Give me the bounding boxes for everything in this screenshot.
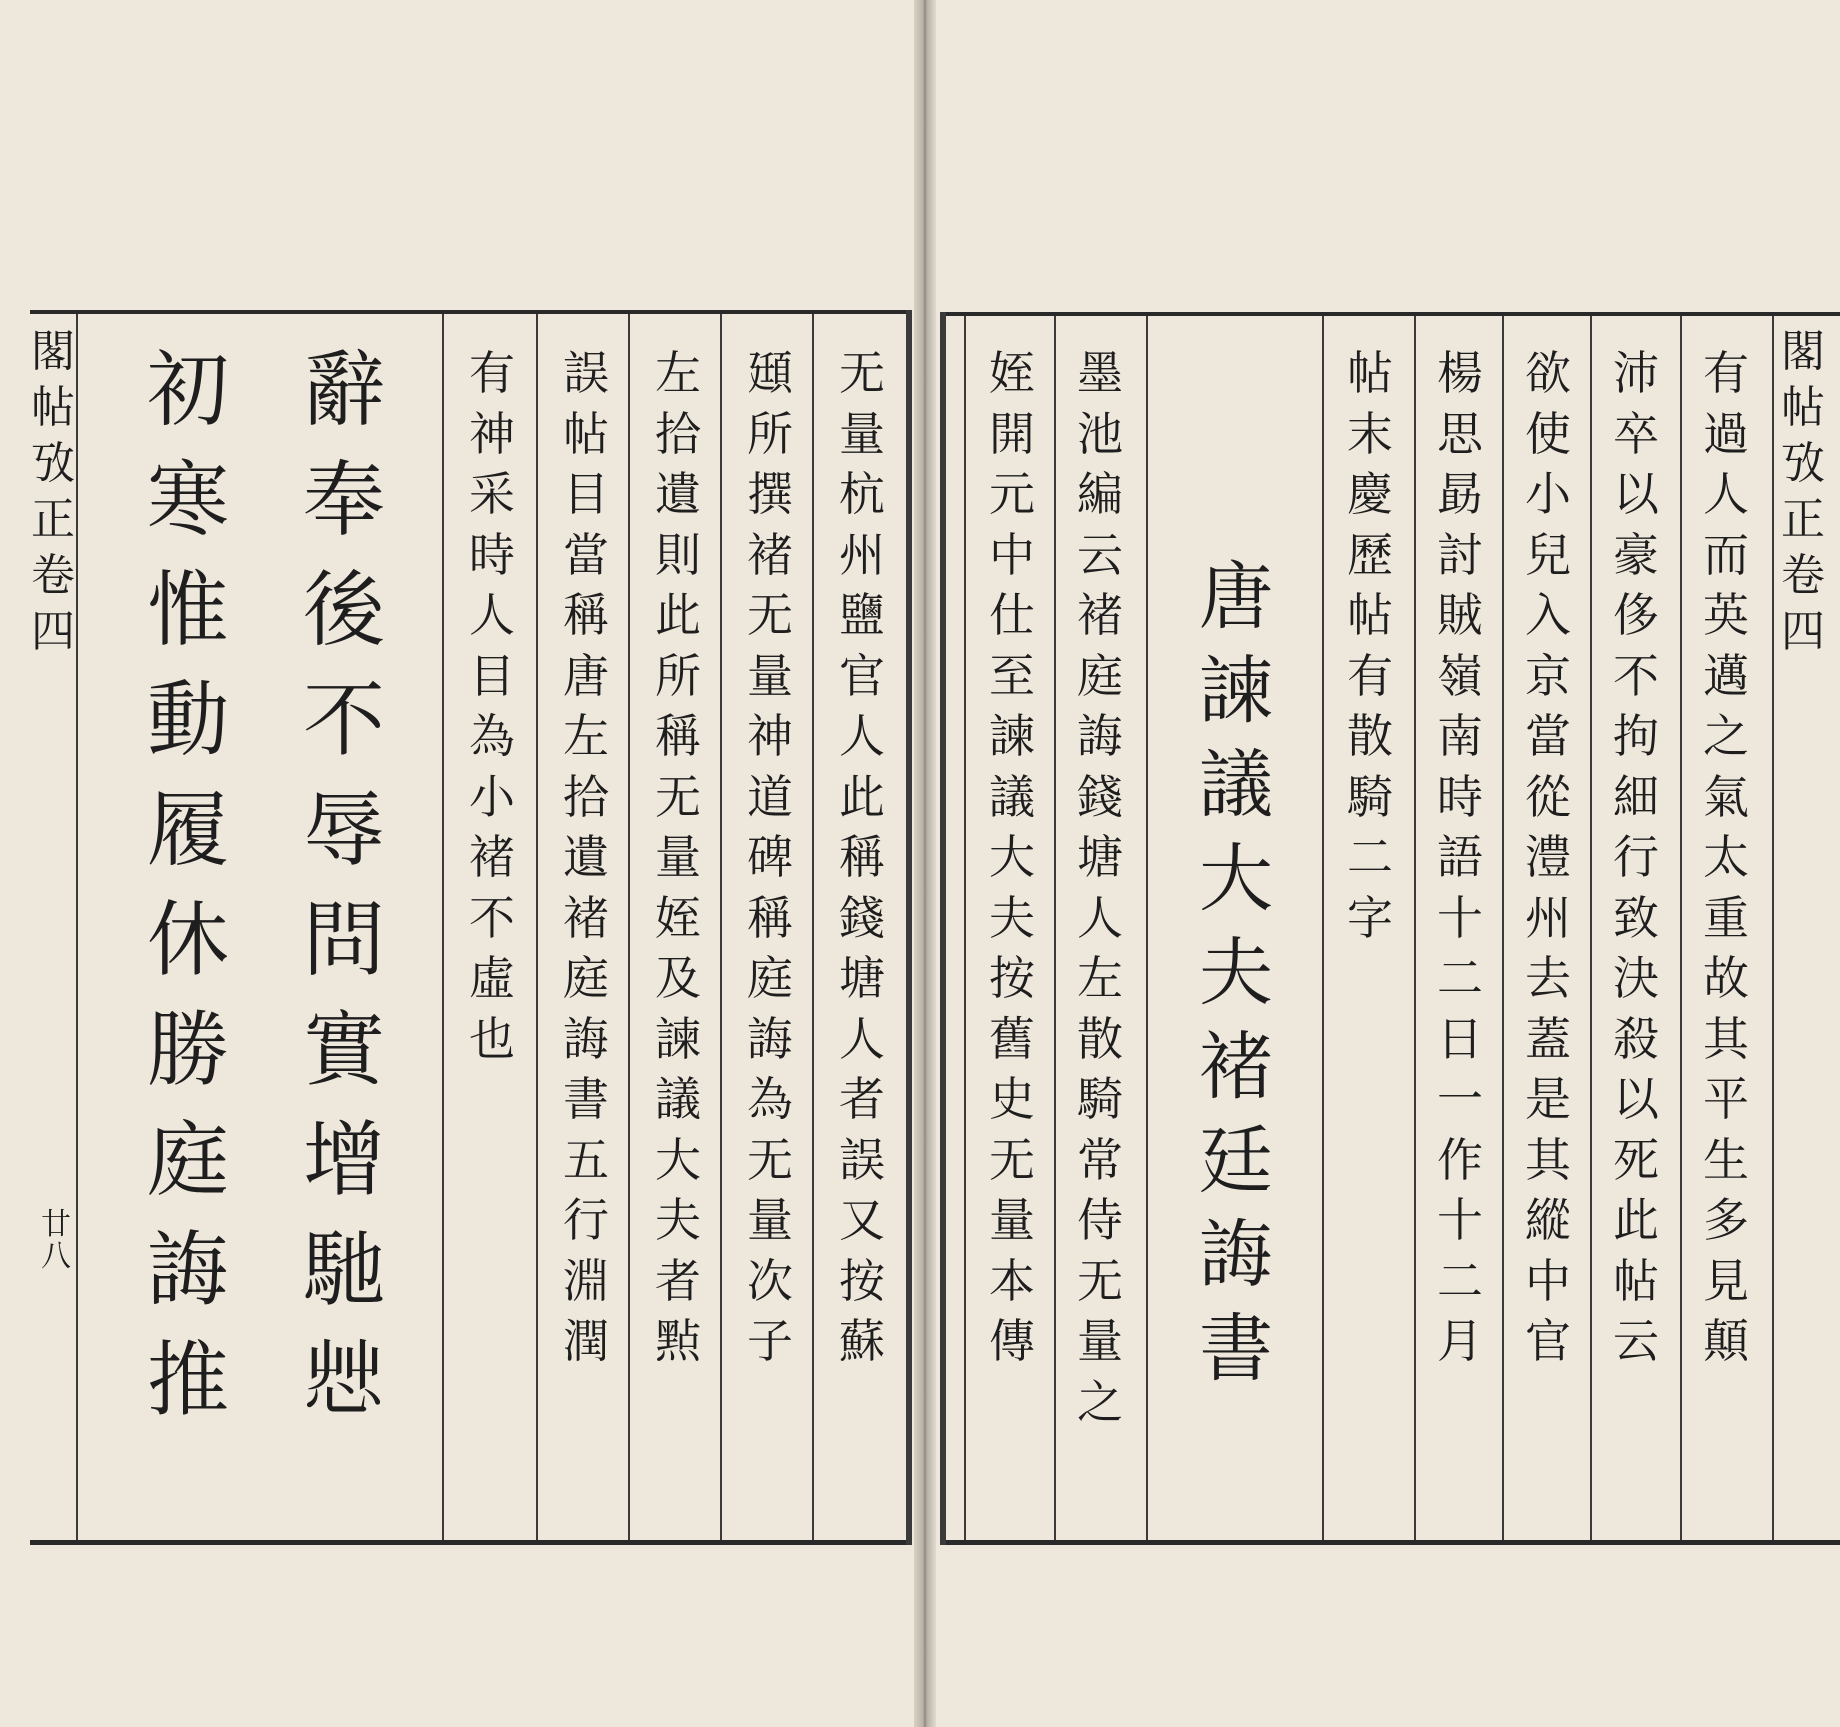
- left-frame-bottom: [30, 1540, 912, 1545]
- left-frame-right: [906, 310, 912, 1545]
- left-rule-3: [628, 314, 630, 1540]
- right-rule-9: [1772, 316, 1774, 1540]
- right-margin-title: 閣 帖 攷 正 卷 四: [1781, 326, 1825, 657]
- right-column-2: 沛 卒 以 豪 侈 不 拘 細 行 致 決 殺 以 死 此 帖 云: [1613, 346, 1659, 1368]
- right-frame-top: [940, 312, 1840, 316]
- left-column-1: 无 量 杭 州 鹽 官 人 此 稱 錢 塘 人 者 誤 又 按 蘇: [839, 346, 885, 1368]
- right-frame-left: [940, 312, 946, 1545]
- right-rule-7: [1590, 316, 1592, 1540]
- right-column-3: 欲 使 小 兒 入 京 當 從 澧 州 去 蓋 是 其 縱 中 官: [1525, 346, 1571, 1368]
- book-spine: [914, 0, 936, 1727]
- right-rule-5: [1414, 316, 1416, 1540]
- right-column-6-heading: 唐 諫 議 大 夫 褚 廷 誨 書: [1199, 554, 1273, 1392]
- left-column-5: 有 神 采 時 人 目 為 小 褚 不 虛 也: [469, 346, 515, 1066]
- left-column-3: 左 拾 遺 則 此 所 稱 无 量 姪 及 諫 議 大 夫 者 㸃: [655, 346, 701, 1368]
- left-rule-4: [720, 314, 722, 1540]
- left-rule-5: [812, 314, 814, 1540]
- left-frame-top: [30, 310, 912, 314]
- right-rule-3: [1146, 316, 1148, 1540]
- right-rule-2: [1054, 316, 1056, 1540]
- right-rule-6: [1502, 316, 1504, 1540]
- right-column-5: 帖 末 慶 歷 帖 有 散 騎 二 字: [1347, 346, 1393, 945]
- left-column-4: 誤 帖 目 當 稱 唐 左 拾 遺 褚 庭 誨 書 五 行 淵 潤: [563, 346, 609, 1368]
- right-column-1: 有 過 人 而 英 邁 之 氣 太 重 故 其 平 生 多 見 顛: [1703, 346, 1749, 1368]
- right-rule-8: [1680, 316, 1682, 1540]
- left-column-7: 初 寒 惟 動 履 休 勝 庭 誨 推: [146, 343, 229, 1428]
- left-margin-title: 閣 帖 攷 正 卷 四: [31, 326, 75, 657]
- left-rule-2: [536, 314, 538, 1540]
- right-column-8: 姪 開 元 中 仕 至 諫 議 大 夫 按 舊 史 无 量 本 傳: [989, 346, 1035, 1368]
- left-column-2: 頲 所 撰 褚 无 量 神 道 碑 稱 庭 誨 為 无 量 次 子: [747, 346, 793, 1368]
- right-column-4: 楊 思 勗 討 賊 嶺 南 時 語 十 二 日 一 作 十 二 月: [1437, 346, 1483, 1368]
- right-rule-1: [964, 316, 966, 1540]
- right-rule-4: [1322, 316, 1324, 1540]
- right-column-7: 墨 池 編 云 褚 庭 誨 錢 塘 人 左 散 騎 常 侍 无 量 之: [1077, 346, 1123, 1429]
- left-column-6: 辭 奉 後 不 辱 問 實 增 馳 𢘿: [302, 343, 385, 1428]
- left-folio: 廿 八: [41, 1207, 71, 1274]
- right-frame-bottom: [940, 1540, 1840, 1545]
- left-rule-1: [442, 314, 444, 1540]
